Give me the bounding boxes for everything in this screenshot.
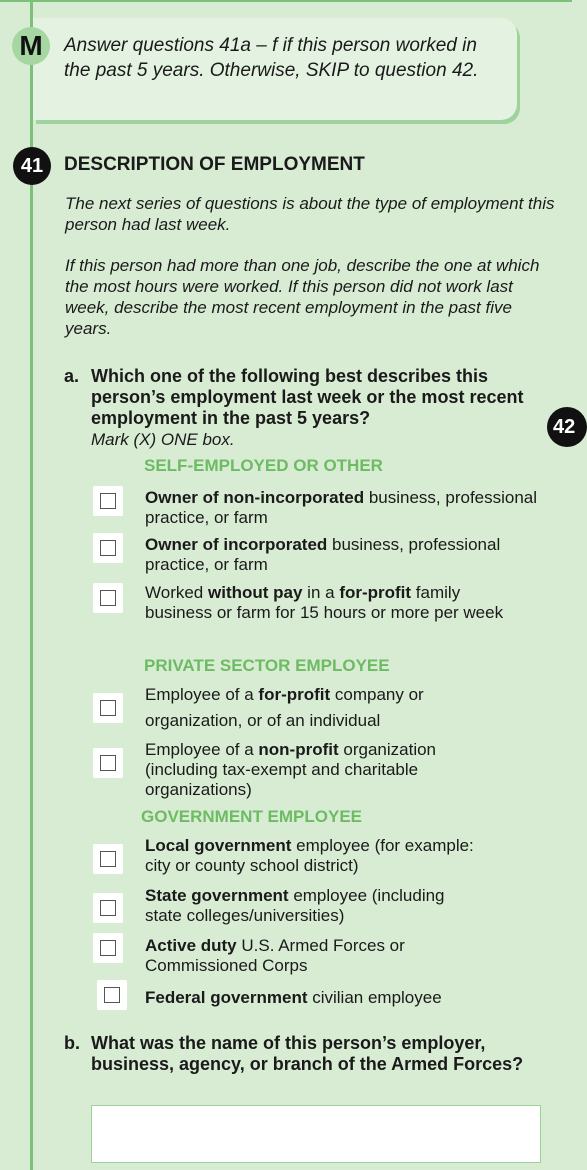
top-border — [0, 0, 572, 2]
option-label: Employee of a non-profit organization (including tax-exempt and charitable organizations) — [145, 740, 436, 799]
employer-name-field[interactable] — [91, 1105, 541, 1163]
part-a-letter: a. — [64, 366, 80, 386]
question-number-41: 41 — [13, 147, 51, 185]
question-title: DESCRIPTION OF EMPLOYMENT — [64, 154, 365, 175]
checkbox[interactable] — [97, 980, 127, 1010]
mark-instruction: Mark (X) ONE box. — [91, 430, 235, 449]
part-b-question: What was the name of this person’s employer, business, agency, or branch of the Armed Forces? — [91, 1033, 524, 1074]
instruction-badge: M — [12, 27, 50, 65]
checkbox[interactable] — [93, 583, 123, 613]
checkbox[interactable] — [93, 844, 123, 874]
section-self-employed: SELF-EMPLOYED OR OTHER — [144, 456, 383, 475]
part-b-letter: b. — [64, 1033, 80, 1053]
option-label: Employee of a for-profit company or organization, or of an individual — [145, 685, 424, 730]
option-label: Owner of non-incorporated business, professional practice, or farm — [145, 488, 538, 527]
checkbox[interactable] — [93, 933, 123, 963]
option-label: Federal government civilian employee — [145, 988, 442, 1007]
option-label: Worked without pay in a for-profit family business or farm for 15 hours or more per week — [145, 583, 504, 622]
question-number-42: 42 — [547, 407, 587, 447]
section-private-sector: PRIVATE SECTOR EMPLOYEE — [144, 656, 390, 675]
part-a-question: Which one of the following best describes this person’s employment last week or the most recent employment in the past 5 years? — [91, 366, 524, 428]
section-government: GOVERNMENT EMPLOYEE — [141, 807, 363, 826]
option-label: Local government employee (for example: city or county school district) — [145, 836, 474, 875]
intro-paragraph-1: The next series of questions is about the type of employment this person had last week. — [65, 194, 555, 234]
checkbox[interactable] — [93, 533, 123, 563]
instruction-text: Answer questions 41a – f if this person worked in the past 5 years. Otherwise, SKIP to question 42. — [64, 35, 479, 81]
option-label: Owner of incorporated business, professional practice, or farm — [145, 535, 501, 574]
option-label: Active duty U.S. Armed Forces or Commissioned Corps — [145, 936, 405, 975]
option-label: State government employee (including state colleges/universities) — [145, 886, 445, 925]
intro-paragraph-2: If this person had more than one job, describe the one at which the most hours were worked. If this person did not work last week, describe the most recent employment in the past five years. — [65, 256, 540, 338]
checkbox[interactable] — [93, 748, 123, 778]
checkbox[interactable] — [93, 693, 123, 723]
checkbox[interactable] — [93, 893, 123, 923]
checkbox[interactable] — [93, 486, 123, 516]
